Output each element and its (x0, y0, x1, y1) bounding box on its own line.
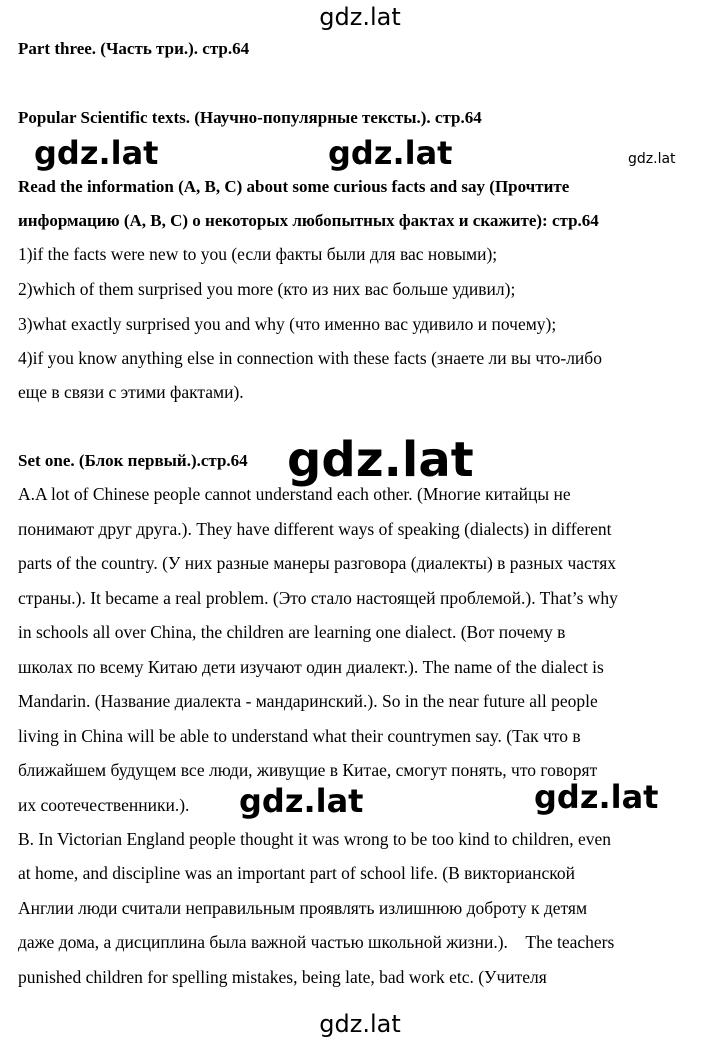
question-item: еще в связи с этими фактами). (18, 382, 244, 402)
paragraph-line: B. In Victorian England people thought it was wrong to be too kind to children, even (18, 829, 612, 849)
heading-read-info-line1: Read the information (A, B, C) about some curious facts and say (Прочтите (18, 177, 570, 196)
paragraph-line: living in China will be able to understand what their countrymen say. (Так что в (18, 726, 581, 746)
paragraph-line: даже дома, а дисциплина была важной частью школьной жизни.). The teachers (18, 932, 615, 952)
question-item: 2)which of them surprised you more (кто из них вас больше удивил); (18, 279, 516, 299)
paragraph-line: Mandarin. (Название диалекта - мандаринский.). So in the near future all people (18, 691, 598, 711)
paragraph-line: punished children for spelling mistakes, being late, bad work etc. (Учителя (18, 967, 547, 987)
watermark-row1-small: gdz.lat (628, 151, 676, 167)
paragraph-line: parts of the country. (У них разные манеры разговора (диалекты) в разных частях (18, 553, 617, 573)
paragraph-line: их соотечественники.). (18, 795, 190, 815)
question-item: 4)if you know anything else in connection with these facts (знаете ли вы что-либо (18, 348, 602, 368)
paragraph-line: страны.). It became a real problem. (Это стало настоящей проблемой.). That’s why (18, 588, 618, 608)
heading-read-info-line2: информацию (A, B, C) о некоторых любопытных фактах и скажите): стр.64 (18, 211, 599, 230)
heading-set-one: Set one. (Блок первый.).стр.64 (18, 451, 248, 470)
watermark-row2-right: gdz.lat (534, 778, 659, 816)
paragraph-line: Англии люди считали неправильным проявлять излишнюю доброту к детям (18, 898, 588, 918)
paragraph-line: школах по всему Китаю дети изучают один диалект.). The name of the dialect is (18, 657, 604, 677)
watermark-bottom: gdz.lat (319, 1010, 401, 1038)
paragraph-line: понимают друг друга.). They have different ways of speaking (dialects) in different (18, 519, 612, 539)
question-item: 1)if the facts were new to you (если факты были для вас новыми); (18, 244, 498, 264)
watermark-row2-left: gdz.lat (239, 782, 364, 820)
watermark-row1-left: gdz.lat (34, 134, 159, 172)
paragraph-line: A.A lot of Chinese people cannot understand each other. (Многие китайцы не (18, 484, 571, 504)
heading-popular-scientific: Popular Scientific texts. (Научно-популярные тексты.). стр.64 (18, 108, 482, 127)
watermark-big-center: gdz.lat (287, 432, 474, 488)
watermark-row1-center: gdz.lat (328, 134, 453, 172)
watermark-top: gdz.lat (319, 3, 401, 31)
paragraph-line: ближайшем будущем все люди, живущие в Китае, смогут понять, что говорят (18, 760, 598, 780)
paragraph-line: at home, and discipline was an important part of school life. (В викторианской (18, 863, 575, 883)
heading-part-three: Part three. (Часть три.). стр.64 (18, 39, 250, 58)
question-item: 3)what exactly surprised you and why (что именно вас удивило и почему); (18, 314, 557, 334)
paragraph-line: in schools all over China, the children are learning one dialect. (Вот почему в (18, 622, 566, 642)
